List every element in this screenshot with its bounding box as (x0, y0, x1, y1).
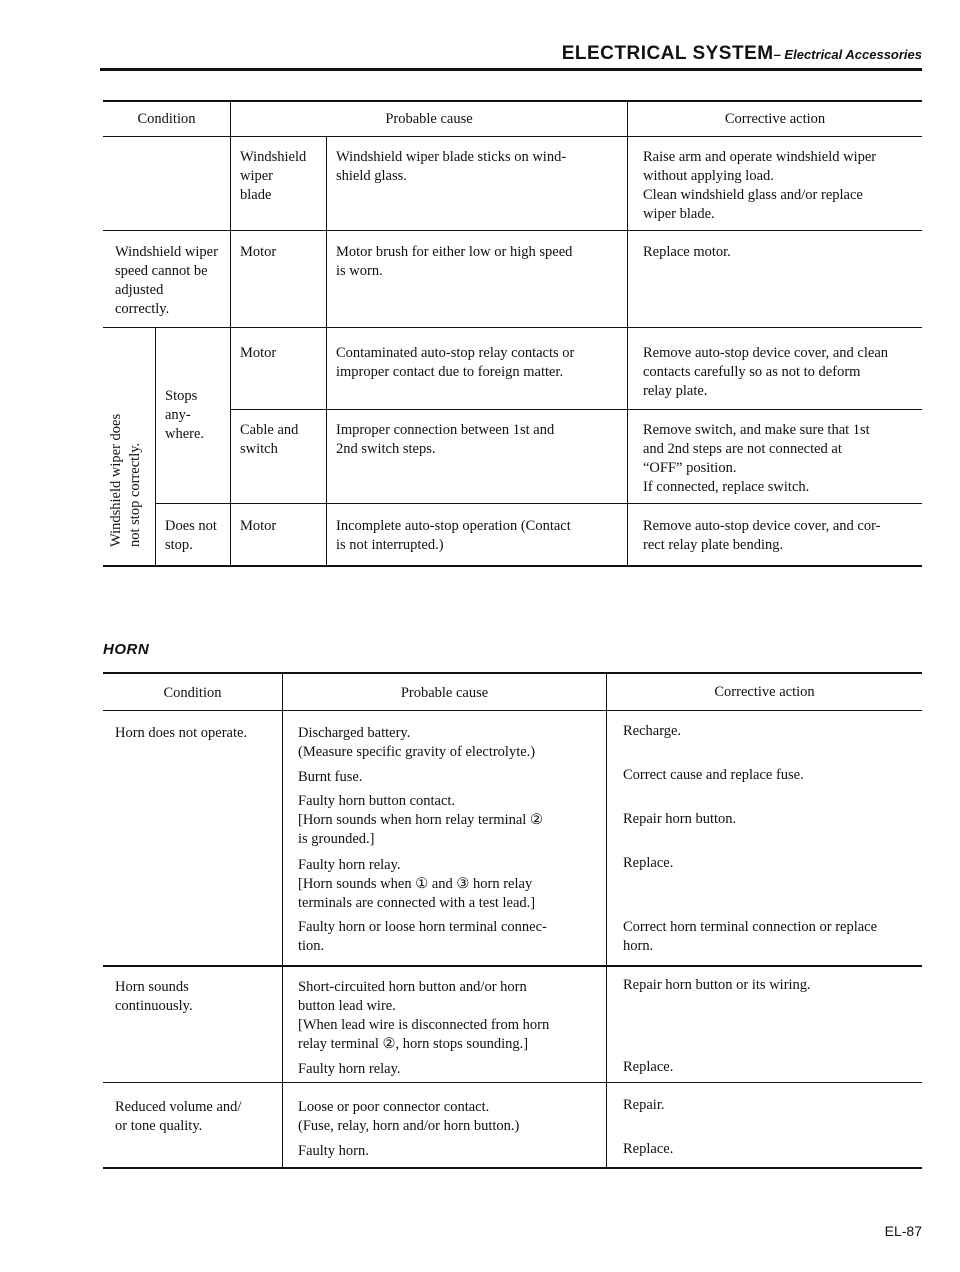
action-cell: Correct horn terminal connection or replace horn. (623, 919, 878, 954)
table-column-rule (326, 136, 327, 567)
condition-cell: Reduced volume and/ or tone quality. (115, 1099, 242, 1134)
table-column-rule (627, 100, 628, 567)
part-cell: Cable and switch (240, 422, 299, 457)
table-rule (103, 965, 922, 967)
table-rule (103, 230, 922, 231)
table-column-rule (282, 672, 283, 1169)
table-rule (103, 1167, 922, 1169)
table-rule (103, 327, 922, 328)
cause-cell: Incomplete auto-stop operation (Contact is not interrupted.) (336, 518, 571, 553)
action-cell: Remove switch, and make sure that 1st and 2nd steps are not connected at “OFF” position. If connected, replace switch. (643, 422, 870, 495)
header-condition: Condition (137, 111, 196, 127)
action-cell: Raise arm and operate windshield wiper without applying load. Clean windshield glass and/or replace wiper blade. (643, 149, 877, 222)
table-rule (103, 710, 922, 711)
table-column-rule (606, 672, 607, 1169)
action-cell: Repair horn button or its wiring. (623, 977, 811, 993)
table-rule (103, 136, 922, 137)
header-probable-cause: Probable cause (385, 111, 473, 127)
action-cell: Replace. (623, 855, 674, 871)
action-cell: Recharge. (623, 723, 682, 739)
cause-cell: Motor brush for either low or high speed is worn. (336, 244, 573, 279)
table-rule (103, 672, 922, 674)
part-cell: Windshield wiper blade (240, 149, 307, 203)
action-cell: Replace. (623, 1141, 674, 1157)
cause-cell: Faulty horn. (298, 1143, 369, 1159)
cause-cell: Faulty horn relay. [Horn sounds when ① and ③ horn relay terminals are connected with a test lead.] (298, 857, 536, 911)
table-column-rule (155, 327, 156, 567)
action-cell: Replace. (623, 1059, 674, 1075)
condition-cell: Windshield wiper speed cannot be adjusted correctly. (115, 244, 218, 317)
part-cell: Motor (240, 518, 277, 534)
cause-cell: Discharged battery. (Measure specific gravity of electrolyte.) (298, 725, 536, 760)
header-rule (100, 68, 922, 71)
stops-anywhere-cell: Stops any- where. (165, 388, 205, 442)
page-number: EL-87 (884, 1223, 922, 1239)
part-cell: Motor (240, 244, 277, 260)
cause-cell: Burnt fuse. (298, 769, 363, 785)
action-cell: Repair horn button. (623, 811, 737, 827)
action-cell: Replace motor. (643, 244, 731, 260)
section-title-horn: HORN (103, 641, 150, 658)
table-rule (155, 503, 922, 504)
action-cell: Remove auto-stop device cover, and clean contacts carefully so as not to deform relay plate. (643, 345, 889, 399)
cause-cell: Contaminated auto-stop relay contacts or improper contact due to foreign matter. (336, 345, 575, 380)
cause-cell: Improper connection between 1st and 2nd switch steps. (336, 422, 555, 457)
header-subtitle: – Electrical Accessories (773, 47, 922, 62)
cause-cell: Loose or poor connector contact. (Fuse, relay, horn and/or horn button.) (298, 1099, 520, 1134)
table-rule (231, 409, 922, 410)
condition-cell: Horn does not operate. (115, 725, 248, 741)
action-cell: Correct cause and replace fuse. (623, 767, 804, 783)
action-cell: Remove auto-stop device cover, and cor- rect relay plate bending. (643, 518, 881, 553)
header-corrective-action: Corrective action (714, 684, 815, 700)
part-cell: Motor (240, 345, 277, 361)
cause-cell: Faulty horn or loose horn terminal connec- tion. (298, 919, 547, 954)
does-not-stop-cell: Does not stop. (165, 518, 217, 553)
cause-cell: Faulty horn button contact. [Horn sounds when horn relay terminal ② is grounded.] (298, 793, 543, 847)
header-condition: Condition (163, 685, 222, 701)
cause-cell: Faulty horn relay. (298, 1061, 401, 1077)
table-rule (103, 565, 922, 567)
header-probable-cause: Probable cause (400, 685, 489, 701)
table-column-rule (230, 100, 231, 567)
cause-cell: Windshield wiper blade sticks on wind- shield glass. (336, 149, 567, 184)
table-rule (103, 1082, 922, 1083)
table-rule (103, 100, 922, 102)
cause-cell: Short-circuited horn button and/or horn button lead wire. [When lead wire is disconnected from horn relay terminal ②, horn stops sounding.] (298, 979, 550, 1052)
group-condition-rotated: Windshield wiper does not stop correctly. (108, 413, 143, 547)
condition-cell: Horn sounds continuously. (115, 979, 193, 1014)
page-header (562, 44, 922, 64)
header-corrective-action: Corrective action (724, 111, 826, 127)
header-title: ELECTRICAL SYSTEM (561, 43, 774, 64)
action-cell: Repair. (623, 1097, 665, 1113)
